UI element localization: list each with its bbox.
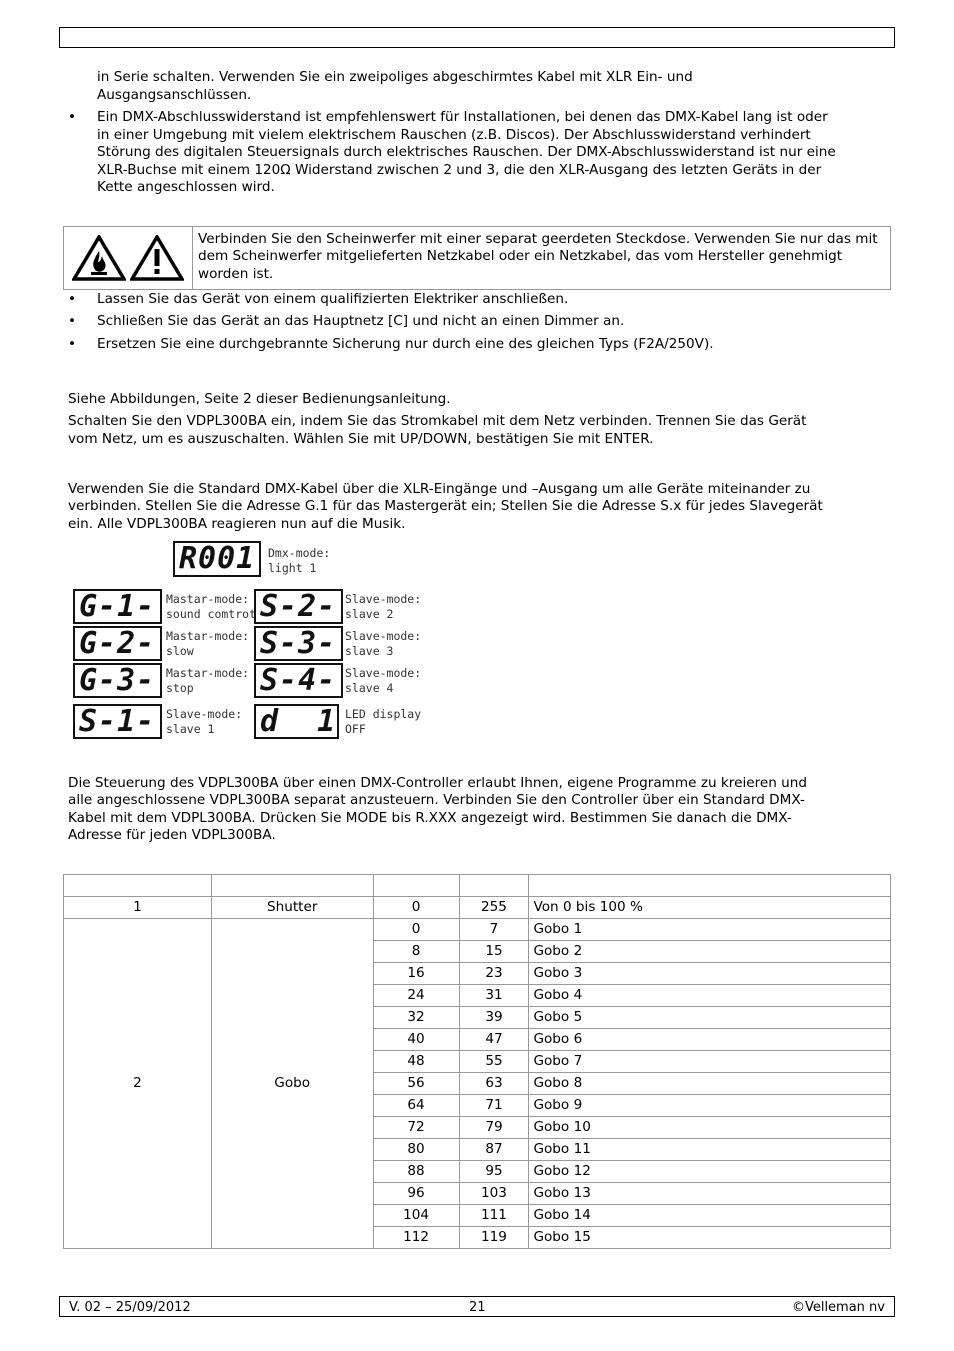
from-cell: 24 — [373, 985, 459, 1007]
bullet-dot: • — [68, 336, 77, 352]
display-code-s1: S-1- — [73, 704, 162, 739]
display-code-r001: R001 — [173, 541, 261, 577]
display-caption: Slave-mode: slave 1 — [166, 707, 243, 736]
table-row — [64, 919, 891, 941]
footer-page-number: 21 — [469, 1300, 486, 1315]
display-caption: Slave-mode: slave 3 — [345, 629, 422, 658]
function-cell: Shutter — [211, 897, 373, 919]
display-caption: Slave-mode: slave 2 — [345, 592, 422, 621]
dmx-terminator-line-2: in einer Umgebung mit vielem elektrischem Rauschen (z.B. Discos). Der Abschlusswiderstand verhindert — [97, 127, 811, 143]
dmx-mode-line-3: Kabel mit dem VDPL300BA. Drücken Sie MODE bis R.XXX angezeigt wird. Bestimmen Sie danach die DMX- — [68, 810, 792, 826]
bullet-fuse: Ersetzen Sie eine durchgebrannte Sicherung nur durch eine des gleichen Typs (F2A/250V). — [97, 336, 714, 352]
desc-cell: Gobo 11 — [529, 1139, 891, 1161]
from-cell: 0 — [373, 897, 459, 919]
to-cell: 63 — [459, 1073, 529, 1095]
desc-cell: Gobo 6 — [529, 1029, 891, 1051]
master-slave-line-2: verbinden. Stellen Sie die Adresse G.1 für das Mastergerät ein; Stellen Sie die Adresse S.x für jedes Slavegerät — [68, 498, 823, 514]
display-code-s2: S-2- — [254, 589, 343, 624]
bullet-dot: • — [68, 313, 77, 329]
display-code-g3: G-3- — [73, 663, 162, 698]
function-cell: Gobo — [211, 919, 373, 1249]
display-code-d1: d 1 — [254, 704, 339, 739]
desc-cell: Gobo 8 — [529, 1073, 891, 1095]
display-code-s4: S-4- — [254, 663, 343, 698]
from-cell: 16 — [373, 963, 459, 985]
desc-cell: Gobo 5 — [529, 1007, 891, 1029]
desc-cell: Gobo 13 — [529, 1183, 891, 1205]
warning-text: Verbinden Sie den Scheinwerfer mit einer separat geerdeten Steckdose. Verwenden Sie nur das mit dem Scheinwerfer mitgelieferten Netzkabel oder ein Netzkabel, das vom Hersteller genehmigt worden ist. — [198, 231, 878, 282]
page-header-box — [59, 27, 895, 48]
dmx-terminator-line-4: XLR-Buchse mit einem 120Ω Widerstand zwischen 2 und 3, die den XLR-Ausgang des letzten Geräts in der — [97, 162, 822, 178]
operation-line-2: vom Netz, um es auszuschalten. Wählen Sie mit UP/DOWN, bestätigen Sie mit ENTER. — [68, 431, 654, 447]
to-cell: 15 — [459, 941, 529, 963]
from-cell: 8 — [373, 941, 459, 963]
footer-brand: ©Velleman nv — [791, 1300, 885, 1315]
from-cell: 112 — [373, 1227, 459, 1249]
footer-version: V. 02 – 25/09/2012 — [69, 1300, 191, 1315]
display-code-s3: S-3- — [254, 626, 343, 661]
to-cell: 47 — [459, 1029, 529, 1051]
desc-cell: Gobo 1 — [529, 919, 891, 941]
desc-cell: Gobo 7 — [529, 1051, 891, 1073]
from-cell: 80 — [373, 1139, 459, 1161]
to-cell: 31 — [459, 985, 529, 1007]
desc-cell: Gobo 2 — [529, 941, 891, 963]
dmx-mode-line-4: Adresse für jeden VDPL300BA. — [68, 827, 276, 843]
display-code-g1: G-1- — [73, 589, 162, 624]
bullet-electrician: Lassen Sie das Gerät von einem qualifizierten Elektriker anschließen. — [97, 291, 569, 307]
bullet-dot: • — [68, 109, 77, 125]
fire-hazard-icon — [72, 235, 126, 281]
dmx-channel-table — [63, 874, 891, 1249]
bullet-dot: • — [68, 291, 77, 307]
display-caption: Slave-mode: slave 4 — [345, 666, 422, 695]
intro-line-1: in Serie schalten. Verwenden Sie ein zweipoliges abgeschirmtes Kabel mit XLR Ein- und — [97, 69, 693, 85]
display-code-g2: G-2- — [73, 626, 162, 661]
desc-cell: Gobo 3 — [529, 963, 891, 985]
display-caption: Mastar-mode: stop — [166, 666, 250, 695]
warning-box — [63, 226, 891, 290]
desc-cell: Gobo 15 — [529, 1227, 891, 1249]
desc-cell: Gobo 12 — [529, 1161, 891, 1183]
to-cell: 255 — [459, 897, 529, 919]
desc-cell: Gobo 9 — [529, 1095, 891, 1117]
display-modes-figure — [70, 540, 426, 742]
operation-see-figures: Siehe Abbildungen, Seite 2 dieser Bedienungsanleitung. — [68, 391, 451, 407]
to-cell: 39 — [459, 1007, 529, 1029]
to-cell: 95 — [459, 1161, 529, 1183]
from-cell: 32 — [373, 1007, 459, 1029]
operation-line-1: Schalten Sie den VDPL300BA ein, indem Sie das Stromkabel mit dem Netz verbinden. Trennen Sie das Gerät — [68, 413, 807, 429]
table-header-row — [64, 875, 891, 897]
from-cell: 48 — [373, 1051, 459, 1073]
dmx-terminator-line-5: Kette angeschlossen wird. — [97, 179, 275, 195]
display-caption: Mastar-mode: slow — [166, 629, 250, 658]
page-footer — [59, 1296, 895, 1317]
to-cell: 71 — [459, 1095, 529, 1117]
desc-cell: Gobo 10 — [529, 1117, 891, 1139]
channel-cell: 2 — [64, 919, 212, 1249]
master-slave-line-1: Verwenden Sie die Standard DMX-Kabel über die XLR-Eingänge und –Ausgang um alle Geräte miteinander zu — [68, 481, 811, 497]
to-cell: 79 — [459, 1117, 529, 1139]
to-cell: 103 — [459, 1183, 529, 1205]
intro-line-2: Ausgangsanschlüssen. — [97, 87, 252, 103]
from-cell: 56 — [373, 1073, 459, 1095]
to-cell: 87 — [459, 1139, 529, 1161]
from-cell: 72 — [373, 1117, 459, 1139]
desc-cell: Gobo 4 — [529, 985, 891, 1007]
display-caption: Dmx-mode: light 1 — [268, 546, 331, 575]
dmx-mode-line-1: Die Steuerung des VDPL300BA über einen DMX-Controller erlaubt Ihnen, eigene Programme zu kreieren und — [68, 775, 808, 791]
to-cell: 111 — [459, 1205, 529, 1227]
to-cell: 119 — [459, 1227, 529, 1249]
from-cell: 0 — [373, 919, 459, 941]
from-cell: 88 — [373, 1161, 459, 1183]
from-cell: 96 — [373, 1183, 459, 1205]
master-slave-line-3: ein. Alle VDPL300BA reagieren nun auf die Musik. — [68, 516, 406, 532]
desc-cell: Gobo 14 — [529, 1205, 891, 1227]
display-caption: LED display OFF — [345, 707, 422, 736]
dmx-terminator-line-1: Ein DMX-Abschlusswiderstand ist empfehlenswert für Installationen, bei denen das DMX-Kabel lang ist oder — [97, 109, 828, 125]
table-row — [64, 897, 891, 919]
desc-cell: Von 0 bis 100 % — [529, 897, 891, 919]
warning-icons — [64, 227, 193, 289]
from-cell: 104 — [373, 1205, 459, 1227]
channel-cell: 1 — [64, 897, 212, 919]
dmx-terminator-line-3: Störung des digitalen Steuersignals durch elektrisches Rauschen. Der DMX-Abschlusswiderstand ist nur eine — [97, 144, 836, 160]
to-cell: 55 — [459, 1051, 529, 1073]
to-cell: 7 — [459, 919, 529, 941]
display-caption: Mastar-mode: sound comtrot — [166, 592, 257, 621]
exclamation-warning-icon — [130, 235, 184, 281]
from-cell: 64 — [373, 1095, 459, 1117]
from-cell: 40 — [373, 1029, 459, 1051]
dmx-mode-line-2: alle angeschlossene VDPL300BA separat anzusteuern. Verbinden Sie den Controller über ein Standard DMX- — [68, 792, 805, 808]
bullet-mains: Schließen Sie das Gerät an das Hauptnetz [C] und nicht an einen Dimmer an. — [97, 313, 625, 329]
to-cell: 23 — [459, 963, 529, 985]
